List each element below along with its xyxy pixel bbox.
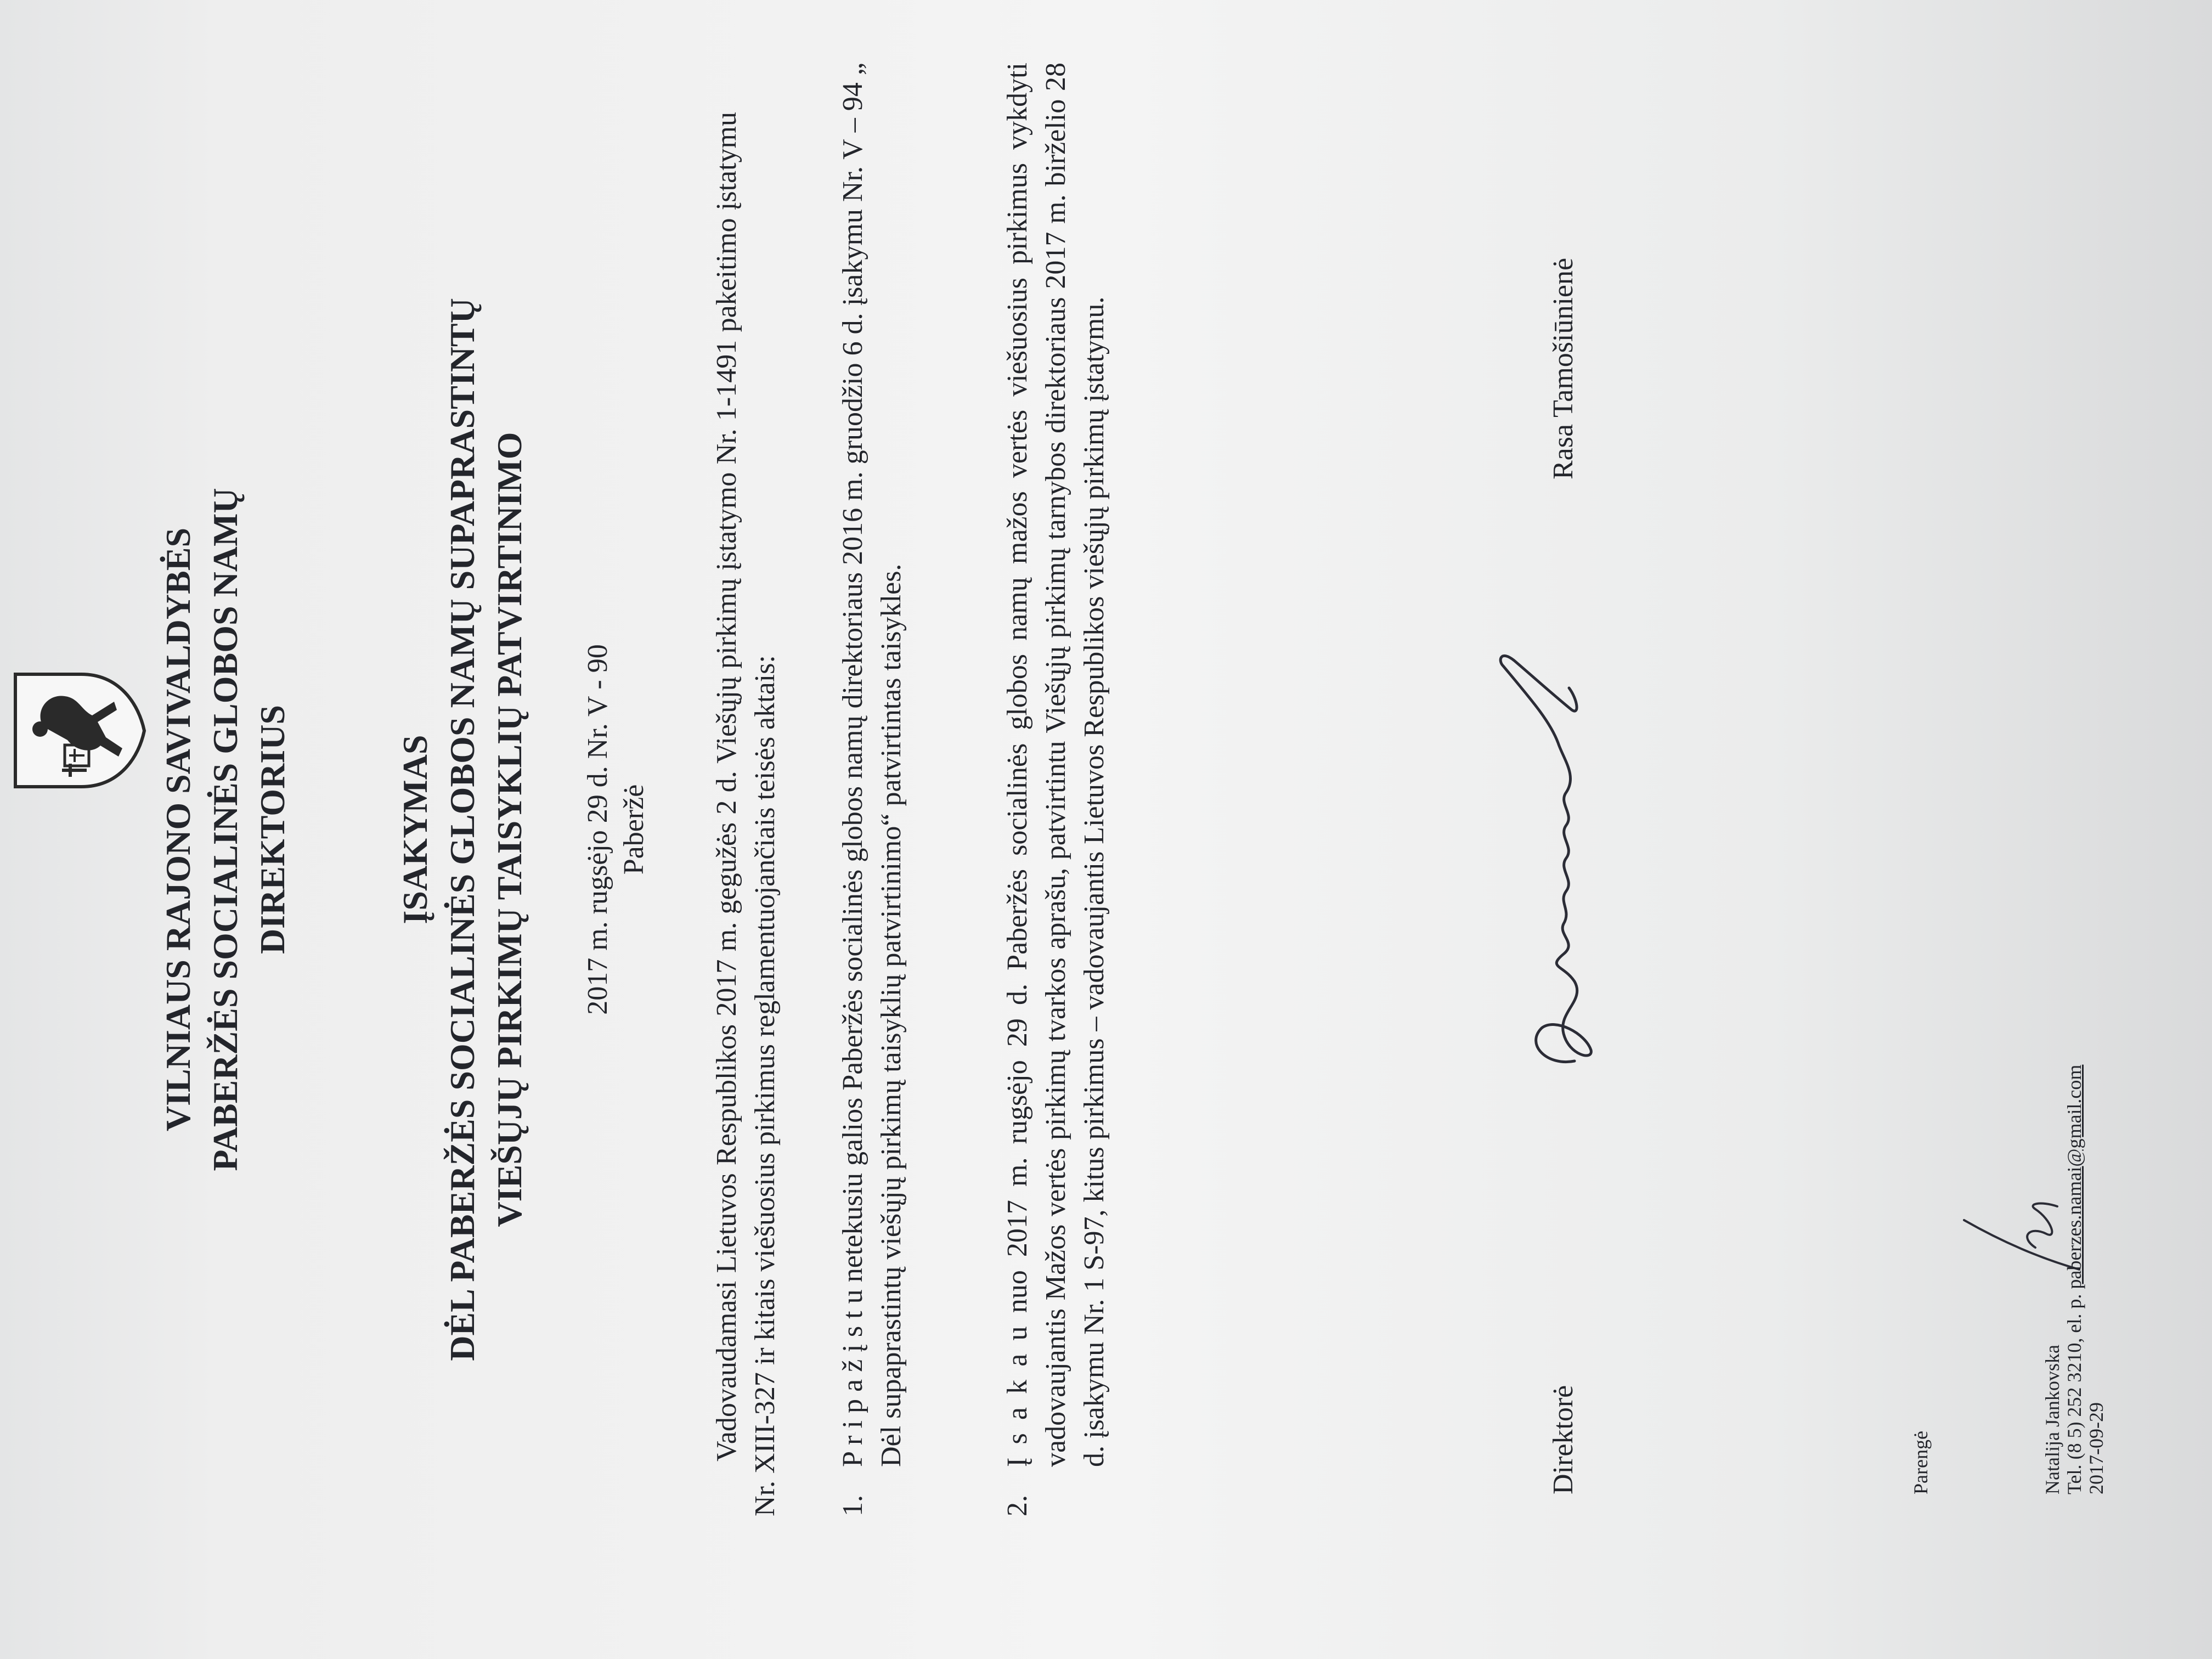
- signer-role: Direktorė: [1548, 1385, 1579, 1494]
- document-date-number: 2017 m. rugsėjo 29 d. Nr. V - 90: [582, 644, 613, 1015]
- list-item-number: 1.: [837, 1495, 868, 1516]
- list-item-number: 2.: [1002, 1495, 1033, 1516]
- subject-line-2: VIEŠŲJŲ PIRKIMŲ TAISYKLIŲ PATVIRTINIMO: [490, 432, 529, 1227]
- list-item: [834, 63, 911, 1516]
- list-item-text: netekusiu galios Paberžės socialinės globos namų direktoriaus 2016 m. gruodžio 6 d. įsakymu Nr. V – 94 „ Dėl supaprastintų viešųjų pirkimų taisyklių patvirtinimo“ patvirtintas taisykles.: [837, 62, 907, 1467]
- list-item-verb: P r i p a ž į s t u: [837, 1289, 868, 1467]
- preparer-name: Natalija Jankovska: [2041, 1345, 2063, 1494]
- list-item-verb: Į s a k a u: [1002, 1326, 1033, 1467]
- signer-name: Rasa Tamošiūnienė: [1548, 257, 1579, 479]
- institution-line-1: VILNIAUS RAJONO SAVIVALDYBĖS: [159, 527, 198, 1132]
- preparer-contact: [2063, 1065, 2086, 1494]
- prepared-date: 2017-09-29: [2085, 1402, 2107, 1494]
- list-item: [998, 63, 1114, 1516]
- subject-line-1: DĖL PABERŽĖS SOCIALINĖS GLOBOS NAMŲ SUPAPRASTINTŲ: [443, 298, 482, 1361]
- coat-of-arms-icon: [10, 669, 147, 792]
- preparer-phone: Tel. (8 5) 252 3210, el. p.: [2063, 1289, 2085, 1494]
- document-place: Paberžė: [618, 784, 650, 875]
- document-type: ĮSAKYMAS: [396, 735, 435, 924]
- list-item-text: nuo 2017 m. rugsėjo 29 d. Paberžės socialinės globos namų mažos vertės viešuosius pirkimus vykdyti vadovaujantis Mažos vertės pirkimų tvarkos aprašu, patvirtintu Viešųjų pirkimų tarnybos direktoriaus 2017 m. birželio 28 d. įsakymu Nr. 1 S-97, kitus pirkimus – vadovaujantis Lietuvos Respublikos viešųjų pirkimų įstatymu.: [1002, 62, 1110, 1467]
- intro-paragraph: Vadovaudamasi Lietuvos Respublikos 2017 m. gegužės 2 d. Viešųjų pirkimų įstatymo Nr. 1-1491 pakeitimo įstatymu Nr. XIII-327 ir kitais viešuosius pirkimus reglamentuojančiais teisės aktais:: [711, 112, 781, 1516]
- institution-line-3: DIREKTORIUS: [253, 704, 292, 955]
- prepared-label: Parengė: [1910, 1431, 1932, 1494]
- handwritten-signature: [1481, 617, 1624, 1083]
- institution-line-2: PABERŽĖS SOCIALINĖS GLOBOS NAMŲ: [206, 488, 245, 1171]
- preparer-email: paberzes.namai@gmail.com: [2063, 1064, 2085, 1289]
